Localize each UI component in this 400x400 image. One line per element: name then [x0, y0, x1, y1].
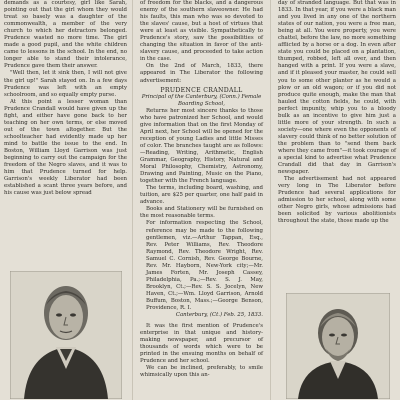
advertisement-paragraph: Returns her most sincere thanks to those who have patronized her School, and would give information that on the first Monday of April next, her School will be opened for the reception of young Ladies and little Misses of color. The branches taught are as follows:—Reading, Writing, Arithmetic, English Grammar, Geography, History, Natural and Moral Philosophy, Chemistry, Astronomy, Drawing and Painting, Music on the Piano, together with the French language. [140, 107, 263, 185]
advertisement-paragraph: The terms, including board, washing, and tuition, are $25 per quarter, one half paid in advance. [140, 185, 263, 206]
advertisement-references: For information respecting the School, reference may be made to the following gentlemen, viz.—Arthur Tappan, Esq., Rev. Peter Williams, Rev. Theodore Raymond, Rev. Theodore Wright, Rev. Samuel C. Cornish, Rev. George Bourne, Rev. Mr. Hayborn, New-York city;—Mr. James Forten, Mr. Joseph Cassey, Philadelphia, Pa.;—Rev. S. J. May, Brooklyn, Ct.;—Rev. S. S. Jocelyn, New Haven, Ct.;—Wm. Lloyd Garrison, Arnold Buffum, Boston, Mass.;—George Benson, Providence, R. I. [146, 220, 263, 312]
portrait-engraving-right [286, 293, 390, 399]
column-middle [140, 0, 263, 379]
advertisement-subheading: Principal of the Canterbury, (Conn.) Female Boarding School, [141, 93, 262, 107]
advertisement-dateline: Canterbury, (Ct.) Feb. 25, 1833. [175, 312, 263, 319]
paragraph: At this point a lesser woman than Prudence Crandall would have given up the fight, and either have gone back to her teaching on her own terms, or else moved out of the town altogether. But the schoolteacher had evidently made up her mind to battle the issue to the end. In Boston, William Lloyd Garrison was just beginning to carry out the campaign for the freedom of the Negro slaves, and it was to him that Prudence turned for help. Garrison's weekly Liberator had been established a scant three years before, and his cause was just below spread [4, 98, 127, 197]
portrait-engraving-left [10, 271, 122, 399]
column-right [278, 0, 396, 226]
paragraph: It was the first mention of Prudence's enterprise in that unique and history-making newspaper, and precursor of thousands of words which were to be printed in the ensuing months on behalf of Prudence and her school. [140, 323, 263, 365]
paragraph: "Well then, let it sink then, I will not give the girl up!" Sarah stayed on. In a few days Prudence was left with an empty schoolroom, and so equally empty purse. [4, 70, 127, 98]
advertisement-heading: PRUDENCE CRANDALL [160, 86, 243, 94]
paragraph: demands as a courtesy, girl like Sarah, pointing out that the girl whom they would treat so basely was a daughter of the commonwealth, a member of the very church to which her detractors belonged. Prudence wasted no more time. The girl made a good pupil, and the white children came to lessons in the school. In the end, no longer able to stand their intolerance, Prudence gave them their answer. [4, 0, 127, 70]
paragraph: day of stranded language. But that was in 1833. In that year, if you were a black man and you lived in any one of the northern states of our nation, you were a free man, being at all. You were property, you were chattel, before the law, no more something afflicted by a horse or a dog. In even after state you could be placed on a plantation, thumped, robbed, left all over, and then hanged with a print. If you were a slave, and if it pleased your master, he could sell you to some other planter as he would a plow or an old wagon; or if you did not produce quite enough, make the man that hauled the cotton fields, he could, with perfect impunity, whip you to a bloody bulk as an incentive to give him just a little more of your strength. In such a society—one where even the opponents of slavery could think of no better solution of the problem than to "send them back where they came from"—it took courage of a special kind to advertise what Prudence Crandall did that day in Garrison's newspaper. [278, 0, 396, 176]
column-divider [132, 0, 133, 400]
paragraph: We can be inclined, preferably, to smile whimsically upon this an- [140, 365, 263, 379]
paragraph: On the 2nd of March, 1833, there appeared in The Liberator the following advertisement: [140, 63, 263, 84]
column-divider [270, 0, 271, 400]
column-left [4, 0, 127, 197]
advertisement-paragraph: Books and Stationery will be furnished on the most reasonable terms. [140, 206, 263, 220]
paragraph: of freedom for the blacks, and a dangerous enemy of the southern slaveowner. He had his faults, this man who was so devoted to the slaves' cause, but a host of virtues that were at least as visible. Sympathetically to Prudence's story, saw the possibilities of changing the situation in favor of the anti-slavery cause, and proceeded to take action in the case. [140, 0, 263, 63]
paragraph: The advertisement had not appeared very long in The Liberator before Prudence had several applications for admission to her school, along with some other Negro girls, whose admissions had been solicited by various abolitionists throughout the state, those made up the [278, 176, 396, 225]
